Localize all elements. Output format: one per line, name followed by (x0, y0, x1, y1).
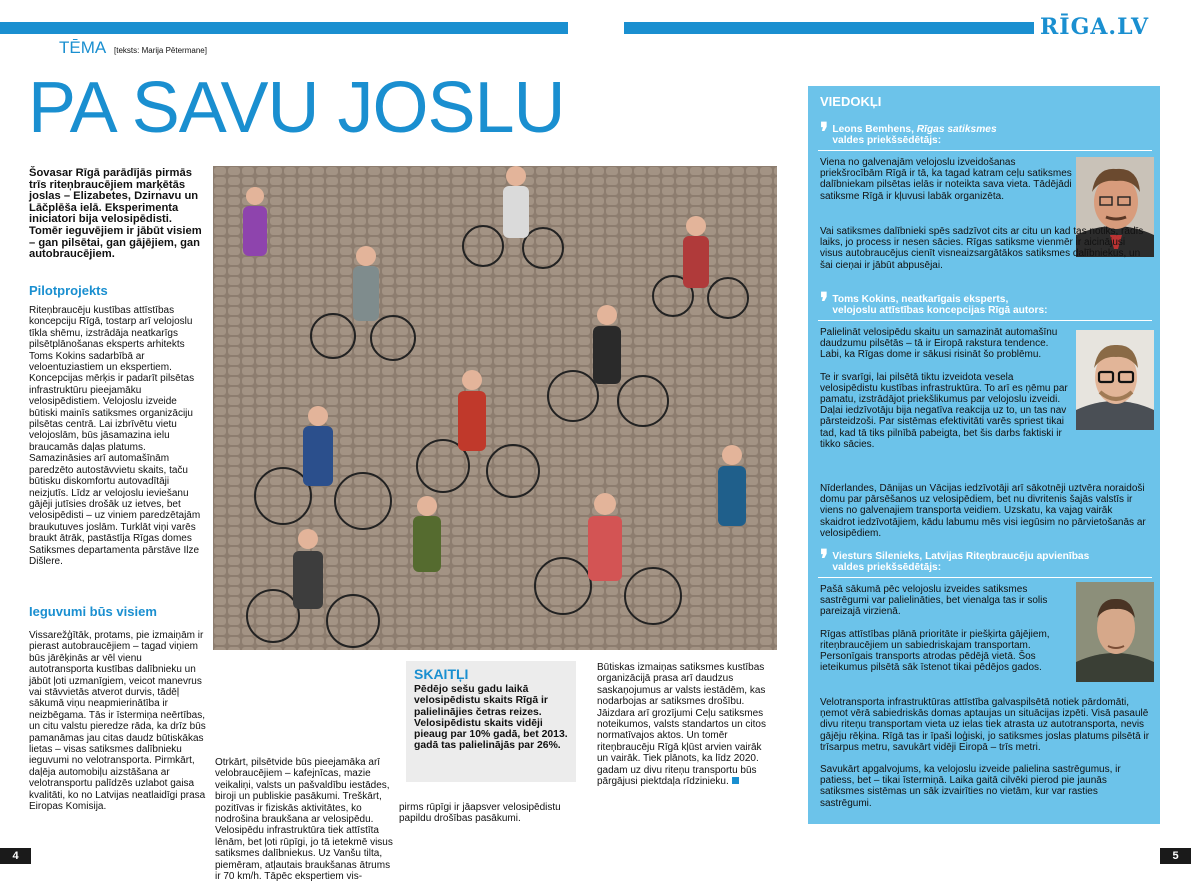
quote-mark-icon: ❜ (820, 118, 829, 148)
quote-body-kokins (820, 327, 1072, 461)
theme-label-text: TĒMA (59, 38, 106, 57)
cyclists-photo (213, 166, 777, 650)
quote-paragraph: Vai satiksmes dalībnieki spēs sadzīvot cits ar citu un kad tas notiks, rādīs laiks, jo process ir nesen sācies. Rīgas satiksme vienmēr ir aicinājusi visus autobraucējus cienīt visneaizsargātākos satiksmes dalībniekus, un šai cieņai ir jābūt abpusējai. (820, 226, 1144, 271)
quote-paragraph: Velotransporta infrastruktūras attīstība galvaspilsētā notiek pārdomāti, ņemot vērā sabiedriskās domas aptaujas un situācijas izpēti. Visā pasaulē divu riteņu transportam vieta uz ielas tiek atrasta uz autotransporta, nevis gājēju rēķina. Rīgā tas ir īpaši loģiski, jo satiksmes joslas platums pilsētā ir trīsarpus metru, savukārt vidēji Eiropā – trīs metri. (820, 697, 1150, 753)
stats-text: Pēdējo sešu gadu laikā velosipēdistu skaits Rīgā ir palielinājies četras reizes. Velosipēdistu skaits vidēji pieaug par 10% gadā, bet 2013. gadā tas palielinājās par 26%. (414, 684, 568, 752)
section-body-benefits: Vissarežģītāk, protams, pie izmaiņām ir pierast autobraucējiem – tagad viņiem būs jārēķinās ar vēl vienu autotransporta kustības dalībnieku un jābūt ļoti uzmanīgiem, veicot manevrus vai stāvvietās atverot durvis, tādēļ sākumā viņu neapmierinātība ir neizbēgama. Tās ir īstermiņa neērtības, un citu valstu pieredze rāda, ka drīz būs pamanāmas jau citas daudz būtiskākas lietas – visas satiksmes dalībnieku ieguvumi no velotransporta. Pirmkārt, daļēja automobiļu aizstāšana ar velotransportu palīdzēs uzlabot gaisa kvalitāti, ko no Latvijas neatlaidīgi prasa Eiropas Komisija. (29, 630, 206, 813)
theme-label (59, 38, 207, 58)
quote-role: velojoslu attīstības koncepcijas Rīgā autors: (832, 305, 1048, 316)
section-body-benefits-col3: pirms rūpīgi ir jāapsver velosipēdistu papildu drošības pasākumi. (399, 802, 561, 825)
section-body-benefits-col2: Otrkārt, pilsētvide būs pieejamāka arī velobraucējiem – kafejnīcas, mazie veikaliņi, valsts un pašvaldību iestādes, biroji un publiskie pasākumi. Treškārt, pozitīvas ir fiziskās aktivitātes, ko nodrošina braukšana ar velosipēdu. Velosipēdu infrastruktūra tiek attīstīta lēnām, bet ļoti rūpīgi, jo tā ietekmē visus satiksmes dalībniekus. Uz Vanšu tilta, piemēram, atļautais braukšanas ātrums ir 70 km/h. Tāpēc ekspertiem vis- (215, 757, 393, 883)
portrait-kokins (1076, 330, 1154, 430)
quote-body-silenieks (820, 584, 1072, 684)
opinions-sidebar (808, 86, 1160, 824)
quote-paragraph: Nīderlandes, Dānijas un Vācijas iedzīvotāji arī sākotnēji uztvēra noraidoši domu par pārsēšanos uz velosipēdiem, bet nu divritenis šajās valstīs ir viens no galvenajiem transporta veidiem. Uzskatu, ka vajag vairāk skaidrot iedzīvotājiem, kādu labumu mēs visi iegūsim no pārvietošanās ar velosipēdiem. (820, 483, 1146, 539)
section-heading-benefits: Ieguvumi būs visiem (29, 604, 157, 619)
quote-paragraph: Pašā sākumā pēc velojoslu izveides satiksmes sastrēgumi var palielināties, bet vienalga tas ir solis pareizajā virzienā. (820, 584, 1048, 618)
quote-heading-bemhens (820, 118, 1150, 148)
stats-title: SKAITĻI (414, 666, 469, 682)
portrait-silenieks-image (1076, 582, 1154, 682)
portrait-silenieks (1076, 582, 1154, 682)
section-body-benefits-col4 (597, 662, 775, 787)
stats-box (406, 661, 576, 782)
section-heading-pilot: Pilotprojekts (29, 283, 108, 298)
quote-mark-icon: ❜ (820, 288, 829, 318)
quote-body-kokins-cont (820, 483, 1150, 550)
portrait-kokins-image (1076, 330, 1154, 430)
quote-body-bemhens-cont (820, 226, 1150, 282)
article-headline: PA SAVU JOSLU (28, 68, 565, 148)
quote-heading-kokins (820, 288, 1150, 318)
end-of-article-mark (732, 777, 739, 784)
quote-mark-icon: ❜ (820, 545, 829, 575)
page-number-left: 4 (0, 848, 31, 864)
header-bar-left (0, 22, 568, 34)
quote-paragraph: Viena no galvenajām velojoslu izveidošanas priekšrocībām Rīgā ir tā, ka tagad katram ceļu satiksmes dalībniekam pilsētas ielās ir noteikta sava vieta. Tādējādi satiksme Rīgā ir kļuvusi labāk organizēta. (820, 157, 1072, 202)
quote-name: Viesturs Silenieks, Latvijas Riteņbraucēju apvienības (832, 551, 1090, 562)
quote-paragraph: Te ir svarīgi, lai pilsētā tiktu izveidota vesela velosipēdistu kustības infrastruktūra. To arī es ņēmu par pamatu, izstrādājot priekšlikumus par velojoslu izveidi. Daļai iedzīvotāju bija negatīva reakcija uz to, un tas nav pārsteidzoši. Par sistēmas efektivitāti varēs spriest tikai tad, kad tā tiks pilnībā pabeigta, bet šis darbs faktiski ir tikko sācies. (820, 371, 1068, 450)
author-credit: [teksts: Marija Pētermane] (114, 46, 207, 55)
quote-heading-silenieks (820, 545, 1155, 575)
quote-paragraph: Palielināt velosipēdu skaitu un samazināt automašīnu daudzumu pilsētās – tā ir Eiropā rakstura tendence. Labi, ka Rīgas dome ir sākusi risināt šo problēmu. (820, 327, 1058, 361)
quote-org: Rīgas satiksmes (916, 124, 997, 135)
quote-name: Toms Kokins, neatkarīgais eksperts, (832, 294, 1009, 305)
quote-name: Leons Bemhens, (832, 124, 914, 135)
section-body-pilot: Riteņbraucēju kustības attīstības koncepciju Rīgā, tostarp arī velojoslu tīkla shēmu, izstrādāja neatkarīgs pilsētplānošanas eksperts arhitekts Toms Kokins sadarbībā ar veloentuziastiem un ekspertiem. Koncepcijas mērķis ir padarīt pilsētas infrastruktūru pieejamāku velosipēdistiem. Velojoslu izveide būtiski mainīs satiksmes organizāciju pilsētas centrā. Lai izbrīvētu vietu velojoslām, būs jāsamazina ielu braucamās daļas platums. Samazināsies arī automašīnām paredzēto autostāvvietu skaits, taču būtisku diskomfortu autovadītāji neizjutīs. Līdz ar velojoslu ieviešanu gājēji jutīsies drošāk uz ietves, bet velosipēdisti – uz viniem paredzētajām braukutuves joslām. Turklāt viņi varēs braukt ātrāk, pastāstīja Rīgas domes Satiksmes departamenta pārstāve Ilze Dišlere. (29, 305, 201, 567)
quote-paragraph: Rīgas attīstības plānā prioritāte ir piešķirta gājējiem, riteņbraucējiem un sabiedriskajam transportam. Personīgais transports atrodas pēdējā vietā. Šos ieteikumus pilsētā sāk īstenot tikai pēdējos gados. (820, 628, 1050, 674)
quote-divider (818, 577, 1152, 578)
quote-role: valdes priekšsēdētājs: (832, 135, 942, 146)
quote-divider (818, 150, 1152, 151)
cyclists-photo-illustration (213, 166, 777, 650)
article-lead: Šovasar Rīgā parādījās pirmās trīs riteņbraucējiem marķētās joslas – Elizabetes, Dzirnavu un Lāčplēša ielā. Eksperimenta iniciatori bija velosipēdisti. Tomēr ieguvējiem ir jābūt visiem – gan pilsētai, gan gājējiem, gan autobraucējiem. (29, 167, 202, 261)
quote-divider (818, 320, 1152, 321)
quote-paragraph: Savukārt apgalvojums, ka velojoslu izveide palielina sastrēgumus, ir patiess, bet – tikai īstermiņā. Laika gaitā cilvēki pierod pie jaunās satiksmes sistēmas un sāk izvairīties no vietām, kur var rasties sastrēgumi. (820, 764, 1121, 809)
sidebar-title: VIEDOKĻI (820, 94, 882, 109)
quote-role: valdes priekšsēdētājs: (832, 562, 942, 573)
brand-logo[interactable]: RĪGA.LV (1040, 14, 1150, 40)
header-bar-right (624, 22, 1034, 34)
quote-body-bemhens (820, 157, 1072, 213)
closing-text: Būtiskas izmaiņas satiksmes kustības organizācijā prasa arī daudzus saskaņojumus ar valsts iestādēm, kas nodarbojas ar satiksmes drošību. Jāizdara arī grozījumi Ceļu satiksmes noteikumos, valsts standartos un citos normatīvajos aktos. Un tomēr riteņbraucēju Rīgā kļūst arvien vairāk un vairāk. Tiek plānots, ka līdz 2020. gadam uz divu riteņu transportu būs pārgājusi piektdaļa rīdzinieku. (597, 662, 766, 788)
quote-body-silenieks-cont (820, 697, 1152, 820)
page-number-right: 5 (1160, 848, 1191, 864)
